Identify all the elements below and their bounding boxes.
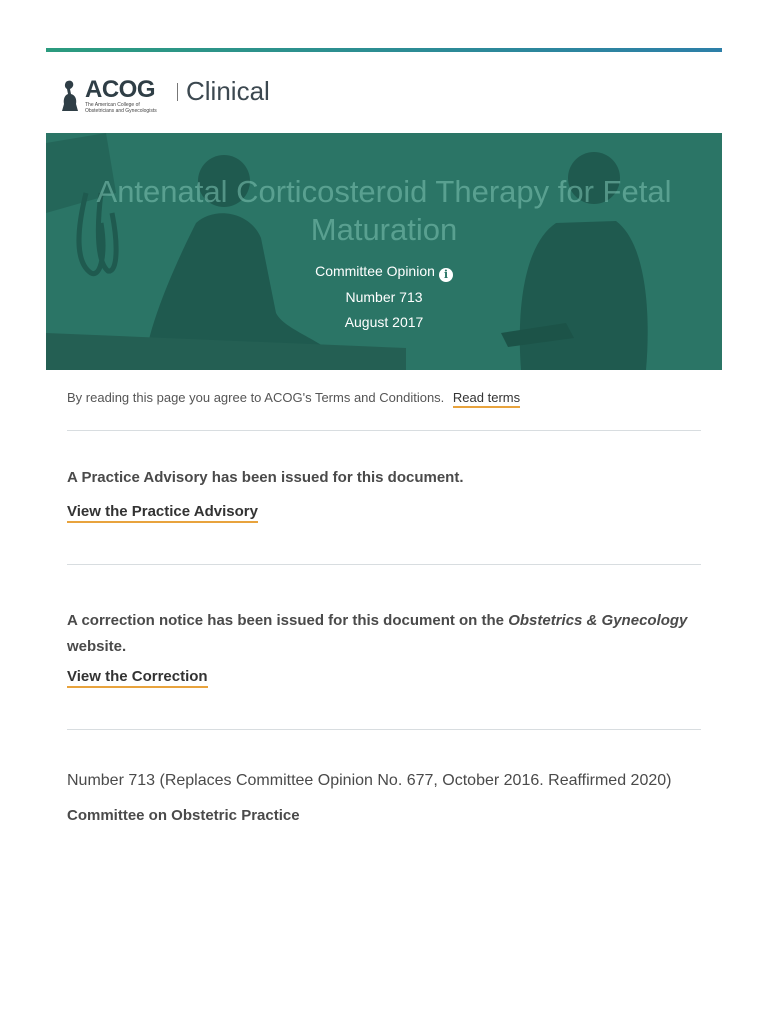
view-correction-link[interactable]: View the Correction	[67, 668, 208, 688]
doc-date: August 2017	[344, 314, 424, 330]
advisory-link-row	[67, 503, 701, 523]
section-name: Clinical	[186, 76, 270, 106]
divider	[67, 430, 701, 431]
doc-number: Number 713	[345, 289, 423, 305]
logo-wordmark: ACOG	[85, 76, 155, 103]
replaces-info: Number 713 (Replaces Committee Opinion No. 677, October 2016. Reaffirmed 2020)	[67, 772, 672, 789]
correction-link-row	[67, 668, 701, 688]
journal-name: Obstetrics & Gynecology	[508, 612, 688, 629]
read-terms-link[interactable]: Read terms	[453, 390, 520, 408]
info-icon[interactable]: i	[439, 268, 453, 282]
hero-illustration	[46, 133, 722, 370]
doc-type: Committee Opinion	[315, 263, 435, 279]
correction-notice	[67, 608, 701, 660]
logo-divider	[177, 83, 178, 101]
divider	[67, 564, 701, 565]
site-header	[46, 52, 722, 133]
logo-subtitle: The American College of Obstetricians and Gynecologists	[85, 102, 157, 114]
view-practice-advisory-link[interactable]: View the Practice Advisory	[67, 503, 258, 523]
terms-notice	[67, 390, 701, 405]
acog-logo[interactable]	[58, 78, 270, 118]
correction-notice-prefix: A correction notice has been issued for this document on the	[67, 612, 509, 629]
hero-banner	[46, 133, 722, 370]
correction-notice-suffix: website.	[67, 638, 127, 655]
page-title: Antenatal Corticosteroid Therapy for Fetal Maturation	[96, 174, 672, 247]
terms-text: By reading this page you agree to ACOG's Terms and Conditions.	[67, 390, 445, 405]
page-card	[46, 48, 722, 1024]
doc-type-row	[46, 263, 722, 282]
advisory-notice: A Practice Advisory has been issued for this document.	[67, 469, 464, 486]
divider	[67, 729, 701, 730]
acog-emblem-icon	[58, 78, 82, 114]
committee-name: Committee on Obstetric Practice	[67, 807, 300, 824]
